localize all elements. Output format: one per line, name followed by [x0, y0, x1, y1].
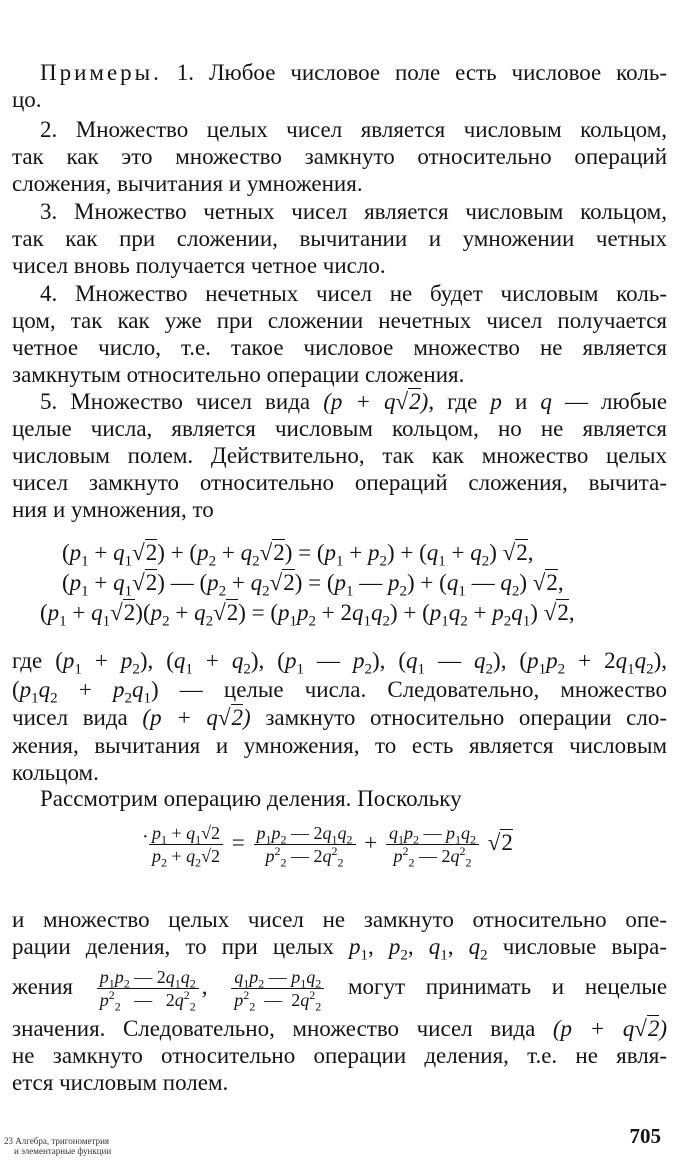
math-inline: (p + q√2)	[323, 389, 429, 414]
footer-book-title: 23 Алгебра, тригонометрия и элементарные функции	[4, 1136, 112, 1156]
equation-product: $(p_1 + q_1√2)(p_2 + q_2√2) = (p_1p_2 + 2q_1q_2) + (p_1q_2 + p_2q_1)$ √2,	[40, 600, 575, 630]
text-line: числовым полем. Действительно, так как множество целых	[12, 443, 667, 468]
equation-difference: $(p_1 + q_1√2)$ — $(p_2 + q_2√2) = (p_1$ — $p_2) + (q_1$ — $q_2$) √2,	[62, 570, 564, 600]
equation-sum: $(p_1 + q_1√2) + (p_2 + q_2√2) = (p_1 + p_2) + (q_1 + q_2)$ √2,	[62, 540, 534, 570]
text-line: чисел замкнуто относительно операций сложения, вычита-	[12, 470, 667, 495]
text-line: кольцом.	[12, 760, 99, 785]
text-line: Рассмотрим операцию деления. Поскольку	[40, 786, 462, 811]
text-line: ния и умножения, то	[12, 497, 214, 522]
text-line: так как это множество замкнуто относительно операций	[12, 144, 667, 169]
text-line: $(p_1q_2 + p_2q_1)$ — целые числа. Следовательно, множество	[12, 677, 667, 707]
text-line: где $(p_1 + p_2)$, $(q_1 + q_2)$, ($p_1$ — $p_2$), ($q_1$ — $q_2$), $(p_1p_2 + 2q_1q_2)$,	[12, 648, 667, 678]
text-line: значения. Следовательно, множество чисел вида (p + q√2)	[12, 1016, 668, 1041]
text-line: Примеры. 1. Любое числовое поле есть числовое коль-	[40, 60, 667, 85]
text-line: и множество целых чисел не замкнуто относительно опе-	[12, 907, 667, 932]
text-line: жения, вычитания и умножения, то есть является числовым	[12, 733, 667, 758]
text-line: ется числовым полем.	[12, 1070, 229, 1095]
bullet-dot: ·	[142, 826, 149, 848]
text-line: 3. Множество четных чисел является числовым кольцом,	[40, 199, 667, 224]
text-line: целые числа, является числовым кольцом, но не является	[12, 416, 667, 441]
text-line: 2. Множество целых чисел является числовым кольцом,	[40, 117, 667, 142]
text-line: 5. Множество чисел вида (p + q√2), где p и q — любые	[40, 389, 668, 414]
examples-heading: Примеры.	[40, 60, 162, 85]
text-line: сложения, вычитания и умножения.	[12, 171, 363, 196]
text-line: рации деления, то при целых $p_1$, $p_2$, $q_1$, $q_2$ числовые выра-	[12, 934, 668, 964]
text-line: так как при сложении, вычитании и умножении четных	[12, 226, 667, 251]
text-line: замкнутым относительно операции сложения.	[12, 362, 465, 387]
text-line: 4. Множество нечетных чисел не будет числовым коль-	[40, 281, 667, 306]
text-line: четное число, т.е. такое числовое множество не является	[12, 335, 667, 360]
text-line: чисел вида (p + q√2) замкнуто относительно операции сло-	[12, 705, 668, 730]
text-line: не замкнуто относительно операции деления, т.е. не явля-	[12, 1043, 667, 1068]
text-line: цом, так как уже при сложении нечетных чисел получается	[12, 308, 667, 333]
text-line: жения $\frac{p_1p_2 — 2q_1q_2}{p^2_2 — 2q^2_2}$ , $\frac{q_1p_2 — p_1q_2}{p^2_2 — 2q^2_2}$ могут принимать и нецелые	[12, 967, 668, 1014]
page-number: 705	[629, 1124, 661, 1148]
text-line: цо.	[12, 87, 42, 112]
equation-division: $\frac{p_1 + q_1√2}{p_2 + q_2√2}$ = $\frac{p_1p_2 — 2q_1q_2}{p^2_2 — 2q^2_2}$ + $\frac{q_1p_2 — p_1q_2}{p^2_2 — 2q^2_2}$ √2	[146, 822, 513, 867]
text-line: чисел вновь получается четное число.	[12, 253, 386, 278]
